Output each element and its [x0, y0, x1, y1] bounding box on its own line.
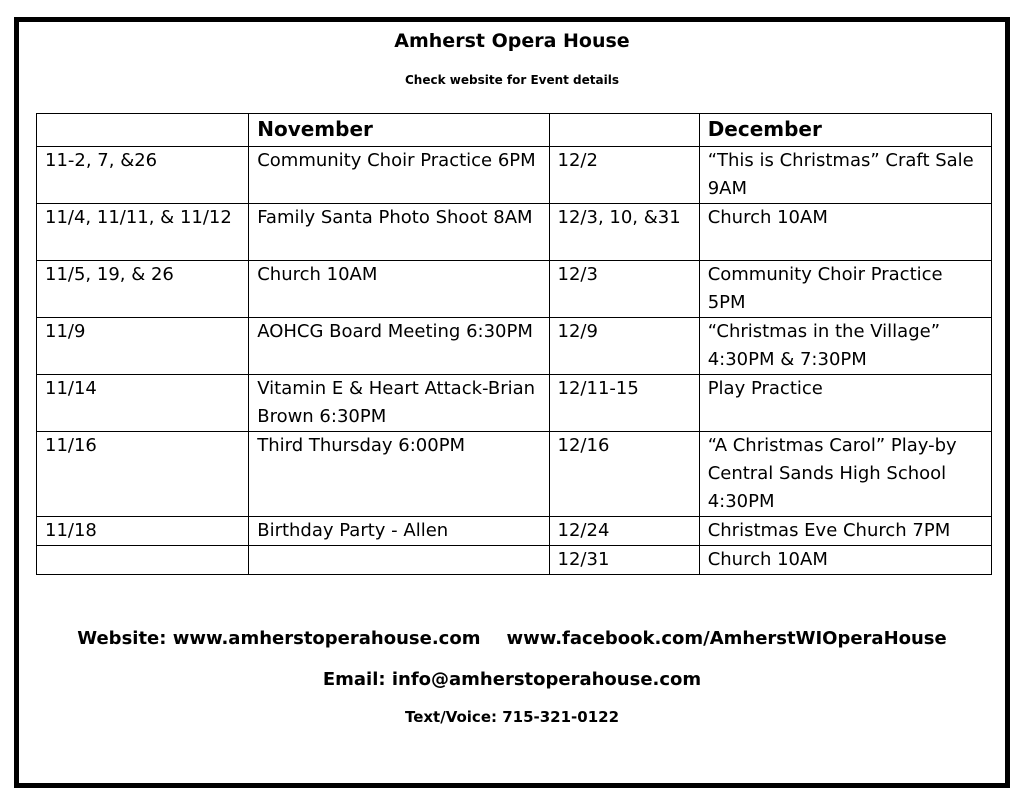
table-row [37, 546, 992, 575]
dec-date-cell: 12/31 [549, 546, 699, 575]
nov-date-cell: 11/5, 19, & 26 [37, 261, 249, 318]
nov-date-cell: 11/16 [37, 432, 249, 517]
dec-date-cell: 12/16 [549, 432, 699, 517]
header-cell-date-dec [549, 114, 699, 147]
website-link[interactable]: Website: www.amherstoperahouse.com [77, 628, 481, 649]
dec-event-cell: Christmas Eve Church 7PM [699, 517, 991, 546]
dec-event-cell: Play Practice [699, 375, 991, 432]
nov-event-cell: Church 10AM [249, 261, 549, 318]
dec-date-cell: 12/2 [549, 147, 699, 204]
table-row [37, 147, 992, 204]
header-cell-december: December [699, 114, 991, 147]
table-row [37, 375, 992, 432]
nov-event-cell: Vitamin E & Heart Attack-Brian Brown 6:30PM [249, 375, 549, 432]
dec-event-cell: “A Christmas Carol” Play-by Central Sands High School 4:30PM [699, 432, 991, 517]
dec-date-cell: 12/24 [549, 517, 699, 546]
events-table [36, 113, 992, 575]
nov-event-cell [249, 546, 549, 575]
nov-event-cell: Family Santa Photo Shoot 8AM [249, 204, 549, 261]
header-cell-date-nov [37, 114, 249, 147]
facebook-link[interactable]: www.facebook.com/AmherstWIOperaHouse [506, 628, 947, 649]
nov-event-cell: Birthday Party - Allen [249, 517, 549, 546]
contact-links [0, 628, 1024, 649]
table-row [37, 318, 992, 375]
email-link[interactable]: Email: info@amherstoperahouse.com [322, 669, 702, 690]
dec-date-cell: 12/3, 10, &31 [549, 204, 699, 261]
nov-event-cell: AOHCG Board Meeting 6:30PM [249, 318, 549, 375]
nov-date-cell: 11/14 [37, 375, 249, 432]
dec-date-cell: 12/11-15 [549, 375, 699, 432]
table-row [37, 261, 992, 318]
dec-date-cell: 12/3 [549, 261, 699, 318]
nov-date-cell: 11/18 [37, 517, 249, 546]
nov-event-cell: Community Choir Practice 6PM [249, 147, 549, 204]
nov-event-cell: Third Thursday 6:00PM [249, 432, 549, 517]
page-subtitle: Check website for Event details [405, 73, 619, 87]
table-header-row [37, 114, 992, 147]
dec-event-cell: Church 10AM [699, 204, 991, 261]
table-row [37, 517, 992, 546]
page-title: Amherst Opera House [394, 30, 630, 52]
dec-date-cell: 12/9 [549, 318, 699, 375]
dec-event-cell: “This is Christmas” Craft Sale 9AM [699, 147, 991, 204]
table-row [37, 432, 992, 517]
nov-date-cell: 11/9 [37, 318, 249, 375]
phone-text: Text/Voice: 715-321-0122 [404, 708, 620, 726]
table-row [37, 204, 992, 261]
nov-date-cell [37, 546, 249, 575]
nov-date-cell: 11-2, 7, &26 [37, 147, 249, 204]
header-cell-november: November [249, 114, 549, 147]
dec-event-cell: “Christmas in the Village” 4:30PM & 7:30PM [699, 318, 991, 375]
dec-event-cell: Community Choir Practice 5PM [699, 261, 991, 318]
dec-event-cell: Church 10AM [699, 546, 991, 575]
nov-date-cell: 11/4, 11/11, & 11/12 [37, 204, 249, 261]
